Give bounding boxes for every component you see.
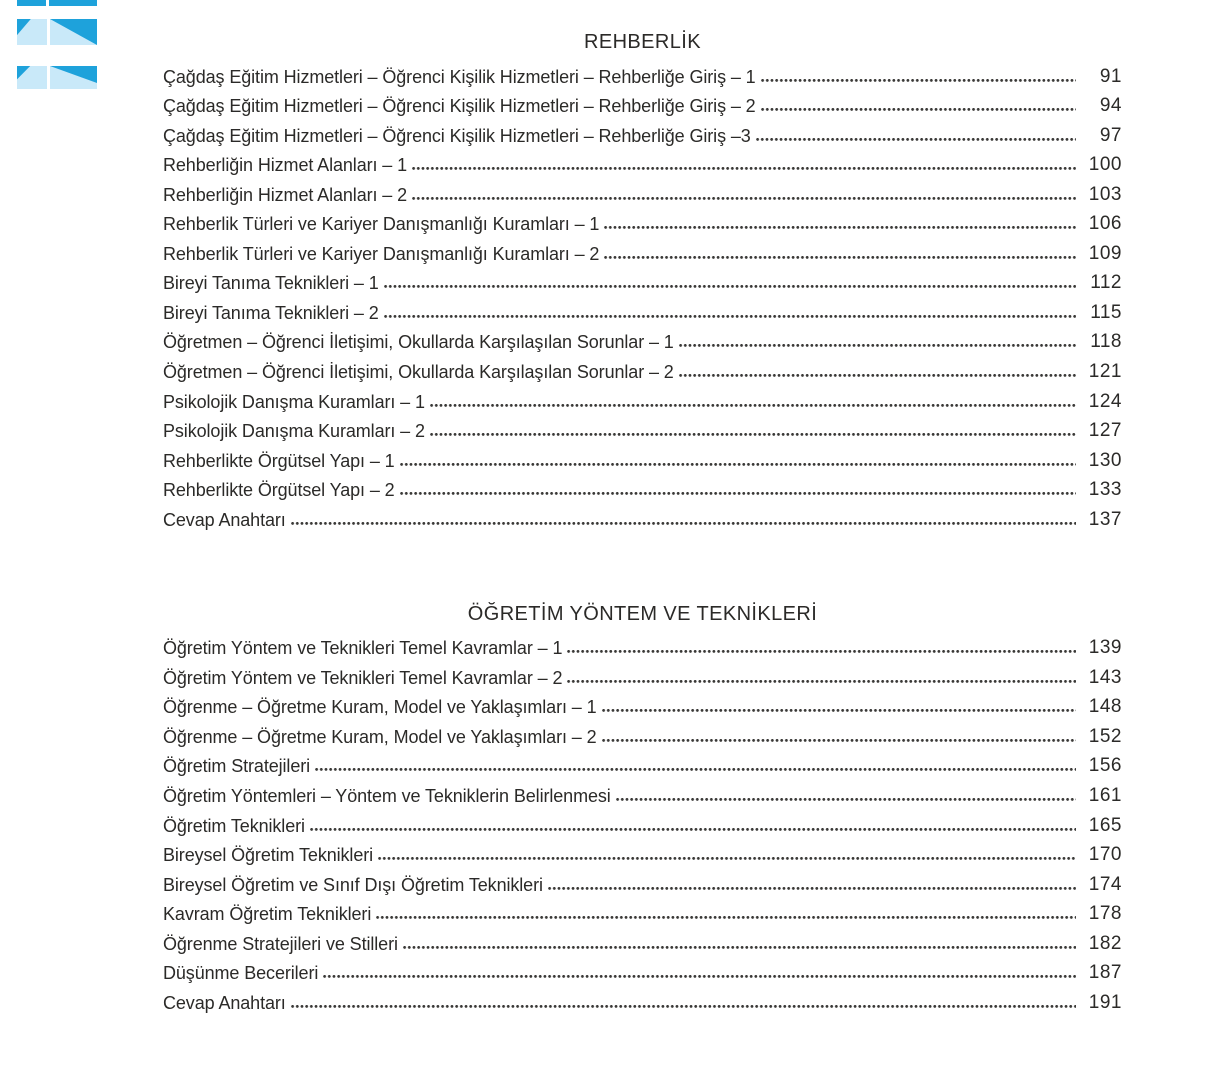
entry-page-number: 143	[1088, 666, 1122, 688]
entry-page-number: 182	[1088, 932, 1122, 954]
dot-leader	[602, 708, 1076, 713]
toc-entry	[163, 412, 1122, 442]
toc-entry	[163, 57, 1122, 87]
entry-title: Çağdaş Eğitim Hizmetleri – Öğrenci Kişilik Hizmetleri – Rehberliğe Giriş –3	[163, 125, 751, 146]
dot-leader	[315, 767, 1076, 772]
entry-title: Öğretmen – Öğrenci İletişimi, Okullarda Karşılaşılan Sorunlar – 1	[163, 332, 674, 353]
toc-entry	[163, 658, 1122, 688]
dot-leader	[376, 915, 1076, 920]
brand-logo	[17, 0, 97, 92]
section-title: ÖĞRETİM YÖNTEM VE TEKNİKLERİ	[467, 602, 818, 625]
table-of-contents	[163, 0, 1122, 1013]
logo-bottom-shape	[17, 66, 97, 89]
toc-entry	[163, 293, 1122, 323]
logo-middle-shape	[17, 19, 97, 45]
logo-middle-right-icon	[50, 19, 97, 45]
entry-page-number: 106	[1088, 213, 1122, 235]
toc-entry	[163, 500, 1122, 530]
logo-wedge-icon	[50, 66, 97, 89]
toc-entry	[163, 629, 1122, 659]
entry-page-number: 191	[1088, 991, 1122, 1013]
logo-bottom-left-icon	[17, 66, 47, 89]
entry-title: Öğretim Yöntem ve Teknikleri Temel Kavramlar – 1	[163, 638, 563, 659]
toc-entry	[163, 747, 1122, 777]
toc-entry	[163, 836, 1122, 866]
entry-page-number: 124	[1088, 390, 1122, 412]
entry-page-number: 170	[1088, 844, 1122, 866]
dot-leader	[604, 225, 1076, 230]
dot-leader	[548, 886, 1076, 891]
entry-page-number: 178	[1088, 903, 1122, 925]
entry-page-number: 156	[1088, 755, 1122, 777]
dot-leader	[761, 78, 1076, 83]
toc-entry	[163, 323, 1122, 353]
entry-title: Öğretim Stratejileri	[163, 756, 311, 777]
section-rehberlik	[163, 30, 1122, 530]
entry-list	[163, 629, 1122, 1013]
dot-leader	[412, 166, 1076, 171]
dot-leader	[430, 432, 1076, 437]
section-title: REHBERLİK	[584, 31, 701, 53]
entry-list	[163, 57, 1122, 530]
dot-leader	[310, 827, 1076, 832]
entry-page-number: 148	[1088, 696, 1122, 718]
entry-page-number: 130	[1088, 449, 1122, 471]
dot-leader	[291, 1004, 1076, 1009]
entry-page-number: 133	[1088, 479, 1122, 501]
entry-title: Bireysel Öğretim Teknikleri	[163, 845, 374, 866]
dot-leader	[412, 196, 1076, 201]
entry-title: Bireyi Tanıma Teknikleri – 1	[163, 273, 379, 294]
entry-title: Rehberliğin Hizmet Alanları – 1	[163, 155, 408, 176]
entry-title: Rehberlikte Örgütsel Yapı – 2	[163, 480, 395, 501]
logo-wedge-icon	[17, 66, 47, 89]
section-ogretim-yontem-ve-teknikleri	[163, 602, 1122, 1013]
dot-leader	[323, 974, 1076, 979]
entry-page-number: 100	[1088, 154, 1122, 176]
entry-page-number: 121	[1088, 361, 1122, 383]
logo-top-bar-right-icon	[49, 0, 97, 6]
entry-title: Öğretmen – Öğrenci İletişimi, Okullarda Karşılaşılan Sorunlar – 2	[163, 362, 674, 383]
toc-entry	[163, 205, 1122, 235]
entry-title: Cevap Anahtarı	[163, 992, 286, 1013]
entry-page-number: 139	[1088, 637, 1122, 659]
logo-wedge-icon	[17, 19, 47, 45]
entry-page-number: 91	[1099, 65, 1122, 87]
logo-middle-left-icon	[17, 19, 47, 45]
entry-page-number: 137	[1088, 508, 1122, 530]
entry-page-number: 127	[1088, 420, 1122, 442]
entry-title: Bireysel Öğretim ve Sınıf Dışı Öğretim Teknikleri	[163, 874, 543, 895]
entry-page-number: 165	[1088, 814, 1122, 836]
entry-title: Çağdaş Eğitim Hizmetleri – Öğrenci Kişilik Hizmetleri – Rehberliğe Giriş – 2	[163, 96, 756, 117]
dot-leader	[761, 107, 1076, 112]
toc-entry	[163, 688, 1122, 718]
toc-entry	[163, 806, 1122, 836]
entry-page-number: 97	[1099, 124, 1122, 146]
toc-entry	[163, 441, 1122, 471]
logo-bottom-right-icon	[50, 66, 97, 89]
toc-entry	[163, 382, 1122, 412]
toc-entry	[163, 175, 1122, 205]
toc-entry	[163, 87, 1122, 117]
toc-entry	[163, 776, 1122, 806]
logo-wedge-icon	[50, 19, 97, 45]
entry-title: Rehberliğin Hizmet Alanları – 2	[163, 184, 408, 205]
entry-title: Rehberlikte Örgütsel Yapı – 1	[163, 450, 395, 471]
entry-page-number: 94	[1099, 95, 1122, 117]
dot-leader	[384, 284, 1076, 289]
toc-entry	[163, 234, 1122, 264]
entry-title: Öğrenme Stratejileri ve Stilleri	[163, 933, 398, 954]
entry-title: Psikolojik Danışma Kuramları – 2	[163, 421, 425, 442]
dot-leader	[291, 521, 1076, 526]
dot-leader	[616, 797, 1076, 802]
entry-page-number: 174	[1088, 873, 1122, 895]
entry-page-number: 161	[1088, 785, 1122, 807]
entry-title: Öğretim Yöntemleri – Yöntem ve Tekniklerin Belirlenmesi	[163, 786, 611, 807]
entry-page-number: 118	[1090, 331, 1122, 353]
entry-title: Rehberlik Türleri ve Kariyer Danışmanlığı Kuramları – 2	[163, 243, 600, 264]
dot-leader	[384, 314, 1076, 319]
dot-leader	[679, 373, 1076, 378]
toc-entry	[163, 895, 1122, 925]
toc-entry	[163, 865, 1122, 895]
dot-leader	[430, 403, 1076, 408]
dot-leader	[378, 856, 1076, 861]
entry-page-number: 152	[1088, 725, 1122, 747]
entry-page-number: 103	[1088, 183, 1122, 205]
toc-entry	[163, 264, 1122, 294]
logo-top-bar	[17, 0, 97, 6]
dot-leader	[567, 649, 1076, 654]
toc-entry	[163, 116, 1122, 146]
toc-entry	[163, 717, 1122, 747]
dot-leader	[400, 462, 1076, 467]
entry-page-number: 112	[1090, 272, 1122, 294]
dot-leader	[400, 491, 1076, 496]
entry-title: Psikolojik Danışma Kuramları – 1	[163, 391, 425, 412]
dot-leader	[604, 255, 1076, 260]
entry-title: Cevap Anahtarı	[163, 509, 286, 530]
toc-entry	[163, 924, 1122, 954]
logo-top-bar-left-icon	[17, 0, 46, 6]
dot-leader	[403, 945, 1076, 950]
entry-title: Düşünme Becerileri	[163, 963, 319, 984]
entry-title: Öğretim Teknikleri	[163, 815, 305, 836]
dot-leader	[567, 679, 1076, 684]
entry-page-number: 109	[1088, 242, 1122, 264]
toc-entry	[163, 352, 1122, 382]
entry-title: Kavram Öğretim Teknikleri	[163, 904, 372, 925]
toc-entry	[163, 983, 1122, 1013]
entry-page-number: 187	[1088, 962, 1122, 984]
toc-entry	[163, 146, 1122, 176]
dot-leader	[602, 738, 1076, 743]
dot-leader	[679, 343, 1076, 348]
entry-title: Öğretim Yöntem ve Teknikleri Temel Kavramlar – 2	[163, 667, 563, 688]
entry-title: Öğrenme – Öğretme Kuram, Model ve Yaklaşımları – 2	[163, 726, 597, 747]
toc-entry	[163, 471, 1122, 501]
entry-title: Çağdaş Eğitim Hizmetleri – Öğrenci Kişilik Hizmetleri – Rehberliğe Giriş – 1	[163, 66, 756, 87]
entry-title: Bireyi Tanıma Teknikleri – 2	[163, 302, 379, 323]
entry-page-number: 115	[1090, 301, 1122, 323]
entry-title: Öğrenme – Öğretme Kuram, Model ve Yaklaşımları – 1	[163, 697, 597, 718]
toc-entry	[163, 954, 1122, 984]
dot-leader	[756, 137, 1076, 142]
entry-title: Rehberlik Türleri ve Kariyer Danışmanlığı Kuramları – 1	[163, 214, 600, 235]
